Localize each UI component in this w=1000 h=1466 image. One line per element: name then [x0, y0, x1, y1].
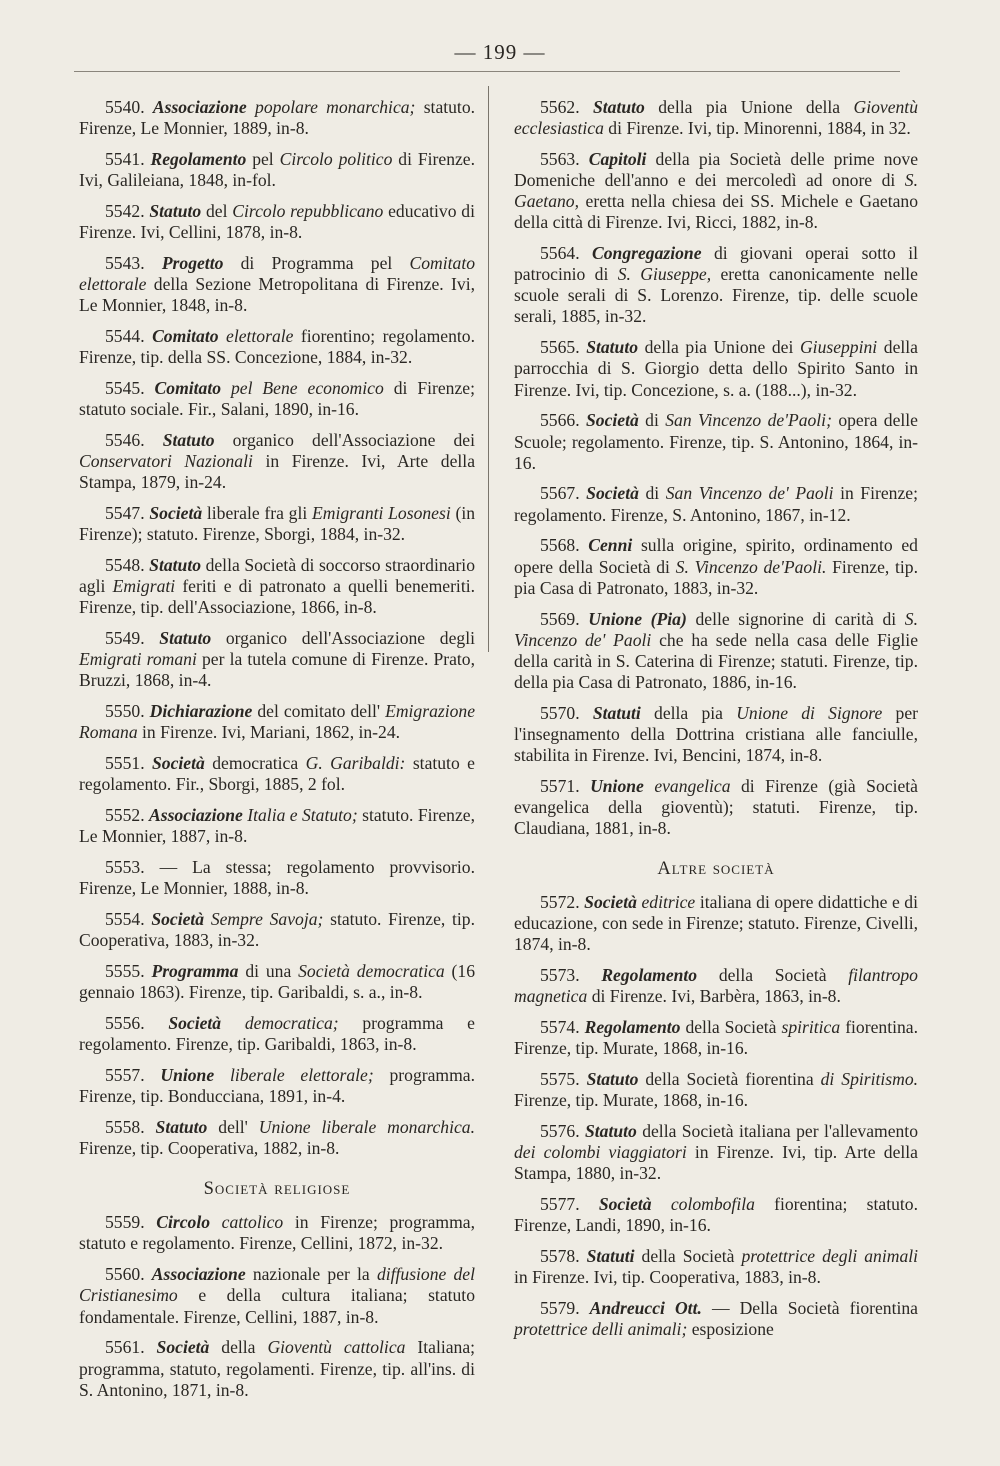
- catalog-entry: [79, 326, 475, 368]
- entry-keyword: Dichiarazione: [149, 701, 253, 722]
- entry-keyword: Associazione: [151, 1264, 246, 1285]
- entry-text: della Società: [718, 965, 827, 986]
- entry-text: della Società: [641, 1246, 735, 1267]
- entry-details: di Firenze. Ivi, tip. Minorenni, 1884, in 32.: [608, 118, 911, 139]
- entry-text: del: [205, 200, 228, 221]
- catalog-entry: [514, 609, 918, 693]
- entry-text: della pia Società delle prime nove Domeniche dell'anno e dei mercoledì ad onore di: [514, 148, 919, 191]
- entry-number: 5574.: [540, 1017, 580, 1038]
- entry-number: 5550.: [105, 701, 145, 722]
- catalog-entry: [79, 1212, 475, 1254]
- catalog-entry: [79, 961, 475, 1003]
- entry-text: di: [645, 483, 660, 504]
- entry-keyword: Unione: [590, 775, 644, 796]
- entry-number: 5562.: [540, 97, 580, 117]
- entry-number: 5547.: [105, 503, 145, 524]
- entry-italic-title: colombofila: [670, 1194, 755, 1215]
- entry-italic-title: protettrice delli animali;: [514, 1319, 688, 1340]
- entry-keyword: Cenni: [588, 535, 633, 556]
- entry-italic-title: spiritica: [781, 1017, 841, 1038]
- entry-italic-title: Gioventù ecclesiastica: [514, 97, 918, 139]
- entry-number: 5569.: [540, 608, 580, 629]
- entry-text: democratica: [212, 753, 299, 774]
- catalog-entry: [514, 97, 918, 139]
- entry-keyword: Società: [168, 1013, 222, 1034]
- catalog-entry: [514, 1298, 918, 1340]
- entry-keyword: Statuto: [159, 628, 212, 649]
- entry-number: 5542.: [105, 200, 145, 221]
- entry-text: della Società di soccorso straordinario agli: [79, 555, 475, 597]
- section-heading: Società religiose: [203, 1179, 351, 1200]
- entry-keyword: Comitato: [152, 326, 219, 347]
- entry-number: 5560.: [105, 1264, 145, 1285]
- entry-number: 5540.: [105, 97, 145, 117]
- entry-text: — La stessa; regolamento provvisorio. Firenze, Le Monnier, 1888, in-8.: [79, 857, 475, 899]
- catalog-entry: [79, 1264, 475, 1327]
- entry-italic-title: filantropo magnetica: [514, 965, 918, 1007]
- entry-number: 5576.: [540, 1121, 580, 1142]
- entry-italic-title: Circolo politico: [279, 148, 393, 169]
- entry-details: Firenze, tip. Cooperativa, 1882, in-8.: [79, 1138, 340, 1159]
- entry-text: pel: [252, 148, 274, 169]
- entry-keyword: Società: [584, 892, 637, 913]
- entry-italic-title: liberale elettorale;: [229, 1065, 374, 1086]
- entry-details: in Firenze. Ivi, Mariani, 1862, in-24.: [142, 722, 401, 743]
- entry-number: 5553.: [105, 857, 145, 878]
- catalog-entry: [514, 337, 918, 400]
- entry-italic-title: Emigranti Losonesi: [312, 503, 451, 524]
- catalog-entry: [514, 892, 918, 955]
- entry-text: di una: [245, 961, 292, 982]
- entry-details: di Firenze. Ivi, Barbèra, 1863, in-8.: [591, 986, 841, 1007]
- entry-keyword: Regolamento: [601, 965, 698, 986]
- entry-italic-title: Gioventù cattolica: [267, 1337, 406, 1358]
- entry-details: Italiana; programma, statuto, regolamenti. Firenze, tip. all'ins. di S. Antonino, 1871, in-8.: [79, 1337, 476, 1400]
- catalog-entry: [79, 753, 475, 795]
- catalog-entry: [79, 253, 475, 316]
- entry-details: fiorentina; statuto. Firenze, Landi, 1890, in-16.: [514, 1194, 918, 1236]
- entry-details: statuto. Firenze, Le Monnier, 1887, in-8.: [79, 805, 475, 847]
- entry-keyword: Andreucci Ott.: [589, 1298, 702, 1319]
- entry-number: 5541.: [105, 148, 145, 169]
- entry-italic-title: editrice: [641, 892, 696, 913]
- entry-number: 5575.: [540, 1069, 580, 1090]
- catalog-entry: [514, 1069, 918, 1111]
- entry-text: di giovani operai sotto il patrocinio di: [514, 243, 918, 285]
- entry-text: di: [645, 410, 659, 431]
- entry-number: 5577.: [540, 1194, 580, 1215]
- entry-keyword: Unione: [160, 1065, 215, 1086]
- entry-italic-title: S. Vincenzo de' Paoli: [514, 608, 918, 650]
- entry-number: 5546.: [105, 430, 145, 450]
- entry-number: 5579.: [540, 1298, 580, 1319]
- entry-italic-title: elettorale: [226, 326, 294, 347]
- catalog-entry: [514, 1121, 918, 1184]
- entry-details: e della cultura italiana; statuto fondamentale. Firenze, Cellini, 1887, in-8.: [79, 1285, 475, 1327]
- entry-text: delle signorine di carità di: [695, 608, 897, 629]
- entry-italic-title: Giuseppini: [799, 337, 878, 358]
- entry-keyword: Statuto: [162, 430, 215, 450]
- entry-keyword: Statuto: [586, 1069, 639, 1090]
- entry-details: in Firenze. Ivi, tip. Cooperativa, 1883, in-8.: [514, 1267, 821, 1288]
- catalog-entry: [514, 965, 918, 1007]
- entry-text: della Società italiana per l'allevamento: [642, 1121, 918, 1142]
- entry-keyword: Programma: [151, 961, 239, 982]
- entry-keyword: Società: [598, 1194, 652, 1215]
- entry-keyword: Capitoli: [588, 148, 647, 169]
- entry-italic-title: Italia e Statuto;: [247, 805, 358, 826]
- entry-italic-title: Sempre Savoja;: [210, 909, 324, 930]
- entry-details: italiana di opere didattiche e di educazione, con sede in Firenze; statuto. Firenze, Civelli, 1874, in-8.: [514, 892, 918, 955]
- catalog-entry: [514, 703, 918, 766]
- entry-keyword: Società: [151, 909, 205, 930]
- catalog-entry: [79, 555, 475, 618]
- entry-number: 5556.: [105, 1013, 145, 1034]
- entry-italic-title: San Vincenzo de' Paoli: [665, 483, 834, 504]
- entry-text: della Società: [685, 1017, 777, 1038]
- entry-italic-title: S. Vincenzo de'Paoli.: [675, 556, 827, 577]
- entry-italic-title: Comitato elettorale: [79, 252, 476, 295]
- entry-details: opera delle Scuole; regolamento. Firenze, tip. S. Antonino, 1864, in-16.: [514, 410, 918, 473]
- catalog-entry: [79, 97, 475, 139]
- entry-number: 5545.: [105, 378, 145, 399]
- entry-italic-title: San Vincenzo de'Paoli;: [665, 410, 832, 431]
- entry-keyword: Società: [156, 1337, 210, 1358]
- entry-details: statuto. Firenze, tip. Cooperativa, 1883, in-32.: [79, 909, 475, 951]
- entry-details: eretta canonicamente nelle scuole serali di S. Lorenzo. Firenze, tip. delle scuole serali, 1885, in-32.: [514, 264, 918, 327]
- entry-details: eretta nella chiesa dei SS. Michele e Gaetano della città di Firenze. Ivi, Ricci, 1882, in-8.: [514, 191, 918, 233]
- entry-details: fiorentina. Firenze, tip. Murate, 1868, in-16.: [514, 1017, 918, 1059]
- entry-italic-title: dei colombi viaggiatori: [514, 1142, 687, 1163]
- section-heading: Altre società: [657, 859, 775, 880]
- entry-italic-title: Società democratica: [298, 961, 445, 982]
- entry-keyword: Progetto: [161, 252, 224, 273]
- catalog-entry: [514, 483, 918, 525]
- entry-text: della pia: [654, 702, 723, 723]
- entry-number: 5558.: [105, 1117, 145, 1138]
- entry-number: 5578.: [540, 1246, 580, 1267]
- entry-keyword: Statuto: [149, 555, 201, 576]
- entry-number: 5544.: [105, 326, 145, 347]
- catalog-entry: [79, 1337, 475, 1400]
- entry-number: 5548.: [105, 555, 145, 576]
- catalog-entry: [79, 1117, 475, 1159]
- entry-details: in Firenze. Ivi, Arte della Stampa, 1879, in-24.: [79, 451, 475, 493]
- entry-number: 5559.: [105, 1212, 145, 1233]
- catalog-entry: [79, 378, 475, 420]
- entry-keyword: Unione (Pia): [588, 608, 687, 629]
- catalog-entry: [514, 1194, 918, 1236]
- entry-number: 5568.: [540, 535, 580, 556]
- catalog-entry: [514, 410, 918, 473]
- entry-italic-title: protettrice degli animali: [741, 1246, 919, 1267]
- entry-details: esposizione: [691, 1319, 774, 1340]
- entry-italic-title: Emigrati: [112, 576, 176, 597]
- entry-keyword: Società: [149, 503, 203, 524]
- entry-italic-title: Circolo repubblicano: [232, 200, 384, 221]
- entry-number: 5571.: [540, 775, 580, 796]
- entry-text: — Della Società fiorentina: [711, 1298, 918, 1319]
- entry-text: della Società fiorentina: [645, 1069, 814, 1090]
- entry-text: di Programma pel: [240, 252, 393, 273]
- entry-text: organico dell'Associazione dei: [232, 430, 475, 450]
- entry-details: in Firenze. Ivi, tip. Arte della Stampa, 1880, in-32.: [514, 1142, 918, 1184]
- entry-details: per la tutela comune di Firenze. Prato, Bruzzi, 1868, in-4.: [79, 649, 475, 691]
- entry-details: della parrocchia di S. Giorgio detta dello Spirito Santo in Firenze. Ivi, tip. Concezione, s. a. (188...), in-32.: [514, 337, 918, 400]
- entry-number: 5543.: [105, 252, 145, 273]
- entry-details: feriti e di patronato a quelli benemeriti. Firenze, tip. dell'Associazione, 1866, in-8.: [79, 576, 475, 618]
- entry-number: 5563.: [540, 148, 580, 169]
- entry-details: della Sezione Metropolitana di Firenze. Ivi, Le Monnier, 1848, in-8.: [79, 274, 475, 316]
- entry-keyword: Regolamento: [150, 148, 247, 169]
- entry-keyword: Statuto: [584, 1121, 637, 1142]
- entry-number: 5561.: [105, 1337, 145, 1358]
- entry-details: in Firenze; regolamento. Firenze, S. Antonino, 1867, in-12.: [514, 483, 918, 525]
- entry-text: del comitato dell': [257, 701, 381, 722]
- entry-text: sulla origine, spirito, ordinamento ed opere della Società di: [514, 535, 918, 577]
- entry-details: statuto. Firenze, Le Monnier, 1889, in-8.: [79, 97, 476, 139]
- entry-details: programma. Firenze, tip. Bonducciana, 1891, in-4.: [79, 1065, 475, 1107]
- entry-italic-title: cattolico: [221, 1212, 284, 1233]
- entry-details: programma e regolamento. Firenze, tip. Garibaldi, 1863, in-8.: [79, 1013, 475, 1055]
- entry-number: 5549.: [105, 628, 145, 649]
- catalog-entry: [79, 857, 475, 899]
- entry-details: Firenze, tip. pia Casa di Patronato, 1883, in-32.: [514, 556, 918, 598]
- entry-number: 5567.: [540, 483, 580, 504]
- catalog-entry: [79, 201, 475, 243]
- entry-number: 5552.: [105, 805, 145, 826]
- catalog-entry: [514, 1017, 918, 1059]
- entry-keyword: Comitato: [154, 378, 222, 399]
- entry-keyword: Associazione: [149, 805, 243, 826]
- entry-keyword: Società: [152, 753, 205, 774]
- entry-keyword: Statuti: [592, 702, 641, 723]
- catalog-entry: [514, 776, 918, 839]
- catalog-entry: [514, 1246, 918, 1288]
- catalog-entry: [514, 535, 918, 598]
- entry-text: della pia Unione dei: [644, 337, 794, 358]
- catalog-entry: [79, 701, 475, 743]
- entry-italic-title: Conservatori Nazionali: [79, 451, 253, 472]
- entry-keyword: Circolo: [156, 1212, 211, 1233]
- entry-number: 5573.: [540, 965, 580, 986]
- catalog-entry: [79, 149, 475, 191]
- entry-keyword: Statuto: [586, 337, 639, 358]
- entry-keyword: Statuti: [586, 1246, 635, 1267]
- entry-text: dell': [218, 1117, 248, 1138]
- entry-details: (in Firenze); statuto. Firenze, Sborgi, 1884, in-32.: [79, 503, 476, 545]
- entry-details: educativo di Firenze. Ivi, Cellini, 1878, in-8.: [79, 200, 475, 243]
- catalog-entry: [79, 805, 475, 847]
- catalog-entry: [79, 503, 475, 545]
- entry-italic-title: pel Bene economico: [230, 378, 384, 399]
- catalog-entry: [79, 909, 475, 951]
- entry-details: di Firenze. Ivi, Galileiana, 1848, in-fol.: [79, 148, 476, 191]
- entry-number: 5554.: [105, 909, 145, 930]
- entry-italic-title: popolare monarchica;: [255, 97, 416, 117]
- entry-details: di Firenze (già Società evangelica della gioventù); statuti. Firenze, tip. Claudiana, 1881, in-8.: [514, 775, 918, 838]
- entry-keyword: Statuto: [149, 200, 202, 221]
- entry-keyword: Congregazione: [592, 243, 702, 264]
- entry-number: 5570.: [540, 702, 580, 723]
- entry-text: organico dell'Associazione degli: [225, 628, 475, 649]
- entry-keyword: Regolamento: [584, 1017, 681, 1038]
- entry-number: 5565.: [540, 337, 580, 358]
- entry-details: Firenze, tip. Murate, 1868, in-16.: [514, 1090, 749, 1111]
- catalog-entry: [79, 1013, 475, 1055]
- entry-details: statuto e regolamento. Fir., Sborgi, 1885, 2 fol.: [79, 753, 475, 795]
- catalog-entry: [79, 628, 475, 691]
- entry-italic-title: evangelica: [654, 775, 731, 796]
- entry-text: liberale fra gli: [206, 503, 308, 524]
- entry-keyword: Associazione: [152, 97, 247, 117]
- header-rule: [74, 71, 900, 72]
- entry-keyword: Società: [585, 410, 639, 431]
- entry-details: in Firenze; programma, statuto e regolamento. Firenze, Cellini, 1872, in-32.: [79, 1212, 476, 1254]
- catalog-entry: [79, 430, 475, 493]
- entry-keyword: Società: [586, 483, 639, 504]
- left-column: [79, 97, 475, 1411]
- entry-italic-title: di Spiritismo.: [820, 1069, 919, 1090]
- entry-keyword: Statuto: [593, 97, 645, 117]
- entry-text: nazionale per la: [252, 1264, 370, 1285]
- entry-text: della pia Unione della: [658, 97, 841, 117]
- entry-italic-title: Emigrati romani: [79, 649, 197, 670]
- entry-number: 5566.: [540, 410, 580, 431]
- entry-details: (16 gennaio 1863). Firenze, tip. Garibaldi, s. a., in-8.: [79, 961, 475, 1003]
- entry-italic-title: Unione liberale monarchica.: [258, 1117, 475, 1138]
- entry-italic-title: Emigrazione Romana: [79, 701, 475, 743]
- entry-text: della: [221, 1337, 256, 1358]
- entry-keyword: Statuto: [155, 1117, 208, 1138]
- entry-italic-title: Unione di Signore: [736, 702, 883, 723]
- entry-number: 5555.: [105, 961, 145, 982]
- entry-number: 5551.: [105, 753, 145, 774]
- entry-number: 5564.: [540, 243, 580, 264]
- right-column: [514, 97, 918, 1350]
- catalog-entry: [79, 1065, 475, 1107]
- entry-italic-title: democratica;: [244, 1013, 339, 1034]
- entry-italic-title: diffusione del Cristianesimo: [79, 1264, 476, 1306]
- entry-italic-title: G. Garibaldi:: [305, 753, 406, 774]
- entry-details: fiorentino; regolamento. Firenze, tip. della SS. Concezione, 1884, in-32.: [79, 326, 475, 368]
- entry-italic-title: S. Giuseppe,: [617, 264, 712, 285]
- page-number: — 199 —: [454, 40, 546, 64]
- entry-italic-title: S. Gaetano,: [514, 170, 918, 212]
- column-divider: [488, 86, 489, 652]
- entry-details: per l'insegnamento della Dottrina cristiana alle fanciulle, stabilita in Firenze. Ivi, Bencini, 1874, in-8.: [514, 702, 918, 765]
- catalog-entry: [514, 149, 918, 233]
- entry-number: 5557.: [105, 1065, 145, 1086]
- catalog-entry: [514, 243, 918, 327]
- entry-number: 5572.: [540, 892, 580, 913]
- entry-details: che ha sede nella casa delle Figlie della carità in S. Caterina di Firenze; statuti. Firenze, tip. della pia Casa di Patronato, 1886, in-16.: [514, 629, 918, 692]
- entry-details: di Firenze; statuto sociale. Fir., Salani, 1890, in-16.: [79, 378, 475, 420]
